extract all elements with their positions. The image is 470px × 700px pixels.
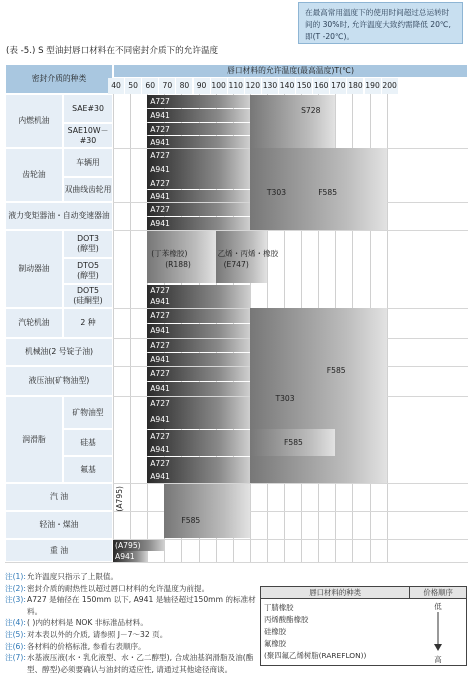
material-label: A727: [150, 459, 170, 468]
note-text: 允许温度只指示了上限值。: [27, 572, 119, 581]
temperature-bar: [164, 484, 250, 538]
material-label: A941: [150, 111, 170, 120]
material-label: A727: [150, 205, 170, 214]
grid-line: [130, 94, 131, 562]
temp-tick: 170: [330, 78, 347, 94]
temp-tick: 130: [262, 78, 279, 94]
medium-subtype-label: 2 种: [80, 318, 96, 327]
note-text: 各材料的价格标准, 参看右表顺序。: [27, 641, 146, 651]
temp-tick: 50: [125, 78, 142, 94]
note-label: 注(6):: [5, 641, 26, 651]
temp-tick: 80: [176, 78, 193, 94]
material-label: T303: [275, 394, 295, 403]
note-text: 水基液压液(水・乳化液型、水・乙二醇型), 合成油基润滑脂及油(酯型、醇型)必须要确认与油封的适应性, 请通过其他途径商谈。: [27, 653, 254, 674]
material-label: (A795): [115, 486, 124, 512]
cost-row: 氟橡胶: [264, 639, 287, 648]
material-label: A941: [150, 355, 170, 364]
note-text: 对本表以外的介质, 请参照 J－7～32 页。: [27, 629, 168, 639]
material-label: A727: [150, 125, 170, 134]
top-note-text: 在最高常用温度下的使用时间超过总运转时间的 30%时, 允许温度大致约需降低 20℃, 即(T -20℃)。: [305, 8, 451, 41]
material-label: (丁苯橡胶): [151, 249, 188, 258]
medium-subtype: [63, 177, 113, 202]
temp-tick: 140: [279, 78, 296, 94]
note-item: [5, 629, 260, 641]
cost-row: 丙烯酸酯橡胶: [264, 615, 309, 624]
temp-tick: 120: [245, 78, 262, 94]
medium-subtype-label: DOT5 (硅酮型): [73, 286, 103, 305]
material-label: A727: [150, 286, 170, 295]
material-label: F585: [181, 516, 201, 525]
material-label: F585: [326, 366, 346, 375]
note-label: 注(3):: [5, 595, 26, 605]
down-arrow-icon: [431, 612, 445, 652]
note-item: [5, 617, 260, 629]
material-label: (E747): [223, 260, 249, 269]
medium-subtype: [63, 258, 113, 284]
cost-header-order: 价格顺序: [423, 588, 453, 597]
notes-list: [5, 571, 260, 675]
medium-group: 液压油(矿物油型): [5, 366, 113, 396]
note-text: 密封介质的耐热性以超过唇口材料的允许温度为前提。: [27, 583, 210, 593]
material-label: A941: [150, 472, 170, 481]
medium-group: 轻油・煤油: [5, 511, 113, 539]
note-label: 注(5):: [5, 629, 26, 639]
note-label: 注(2):: [5, 583, 26, 593]
medium-subtype: [63, 396, 113, 429]
material-label: A941: [150, 326, 170, 335]
material-label: A941: [150, 192, 170, 201]
table-title: (表 -5.) S 型油封唇口材料在不同密封介质下的允许温度: [6, 46, 219, 56]
material-label: A727: [150, 179, 170, 188]
cost-rows: [264, 602, 366, 662]
medium-subtype: [63, 456, 113, 483]
price-arrow: [413, 601, 463, 665]
row-divider: [5, 562, 468, 563]
cost-order-table: [260, 586, 467, 666]
cost-row: (聚四氟乙烯树脂(RAREFLON)): [264, 651, 367, 660]
note-label: 注(4):: [5, 618, 26, 628]
medium-group: 液力变矩器油・自动变速器油: [5, 202, 113, 230]
temp-tick: 60: [142, 78, 159, 94]
note-item: [5, 652, 260, 675]
medium-header: 密封介质的种类: [5, 64, 113, 94]
temp-tick: 200: [382, 78, 399, 94]
medium-subtype-label: DTO5 (醇型): [77, 261, 99, 280]
medium-group: 制动器油: [5, 230, 63, 308]
top-note: [298, 2, 463, 44]
price-high-label: 高: [434, 655, 442, 664]
material-label: A941: [150, 219, 170, 228]
note-text: ( )内的材料是 NOK 非标准品材料。: [27, 618, 148, 628]
temp-tick: 70: [159, 78, 176, 94]
material-label: A941: [115, 552, 135, 561]
medium-subtype: [63, 284, 113, 308]
medium-group: 汽 油: [5, 483, 113, 511]
material-label: A941: [150, 445, 170, 454]
medium-subtype: [63, 148, 113, 177]
medium-group: 重 油: [5, 539, 113, 562]
note-item: [5, 594, 260, 617]
grid-line: [113, 94, 114, 562]
medium-subtype: [63, 230, 113, 258]
material-label: (A795): [115, 541, 141, 550]
temperature-bar: [250, 308, 387, 483]
temp-tick: 100: [211, 78, 228, 94]
material-label: S728: [301, 106, 321, 115]
medium-subtype-label: 车辆用: [76, 157, 100, 167]
material-label: A727: [150, 311, 170, 320]
temp-tick: 110: [228, 78, 245, 94]
medium-subtype: [63, 123, 113, 148]
temp-tick: 90: [194, 78, 211, 94]
material-label: A941: [150, 384, 170, 393]
material-header: 唇口材料的允许温度(最高温度)T(℃): [113, 64, 468, 78]
temp-tick: 40: [108, 78, 125, 94]
note-item: [5, 583, 260, 595]
medium-group: 汽轮机油: [5, 308, 63, 338]
note-item: [5, 571, 260, 583]
temperature-table: [5, 64, 468, 562]
medium-group: 润滑脂: [5, 396, 63, 483]
note-text: A727 是轴径在 150mm 以下, A941 是轴径超过150mm 的标准材料。: [27, 595, 256, 616]
material-label: A941: [150, 415, 170, 424]
material-label: A941: [150, 297, 170, 306]
cost-row: 丁腈橡胶: [264, 603, 294, 612]
price-low-label: 低: [434, 602, 442, 611]
medium-subtype: [63, 308, 113, 338]
material-label: A727: [150, 432, 170, 441]
medium-group: 机械油(2 号锭子油): [5, 338, 113, 366]
cost-table-header: [261, 587, 466, 599]
cost-header-material: 唇口材料的种类: [261, 587, 410, 598]
medium-subtype-label: 氟基: [80, 464, 96, 474]
material-label: A727: [150, 151, 170, 160]
medium-subtype: [63, 429, 113, 456]
material-label: F585: [318, 188, 338, 197]
material-label: A727: [150, 341, 170, 350]
material-label: A727: [150, 399, 170, 408]
temperature-bar: [250, 95, 336, 149]
note-label: 注(7):: [5, 653, 26, 663]
material-label: (R188): [165, 260, 191, 269]
medium-subtype-label: SAE10W－#30: [67, 125, 109, 145]
medium-subtype-label: 矿物油型: [72, 407, 104, 417]
cost-row: 硅橡胶: [264, 627, 287, 636]
material-label: A941: [150, 165, 170, 174]
grid-line: [387, 94, 388, 562]
material-label: F585: [284, 438, 303, 447]
note-label: 注(1):: [5, 572, 26, 581]
material-label: T303: [266, 188, 287, 197]
medium-group: 齿轮油: [5, 148, 63, 202]
temp-tick: 180: [347, 78, 364, 94]
temp-tick: 150: [296, 78, 313, 94]
medium-subtype-label: 硅基: [80, 437, 96, 447]
material-label: A941: [150, 138, 170, 147]
temp-tick: 160: [313, 78, 330, 94]
medium-group: 内燃机油: [5, 94, 63, 148]
medium-subtype: [63, 94, 113, 123]
temp-tick: 190: [365, 78, 382, 94]
medium-subtype-label: 双曲线齿轮用: [64, 184, 112, 194]
medium-subtype-label: SAE#30: [72, 103, 104, 113]
note-item: [5, 641, 260, 653]
material-label: 乙烯・丙烯・橡胶: [217, 249, 279, 258]
material-label: A727: [150, 369, 170, 378]
material-label: A727: [150, 97, 170, 106]
medium-subtype-label: DOT3 (醇型): [77, 234, 99, 253]
